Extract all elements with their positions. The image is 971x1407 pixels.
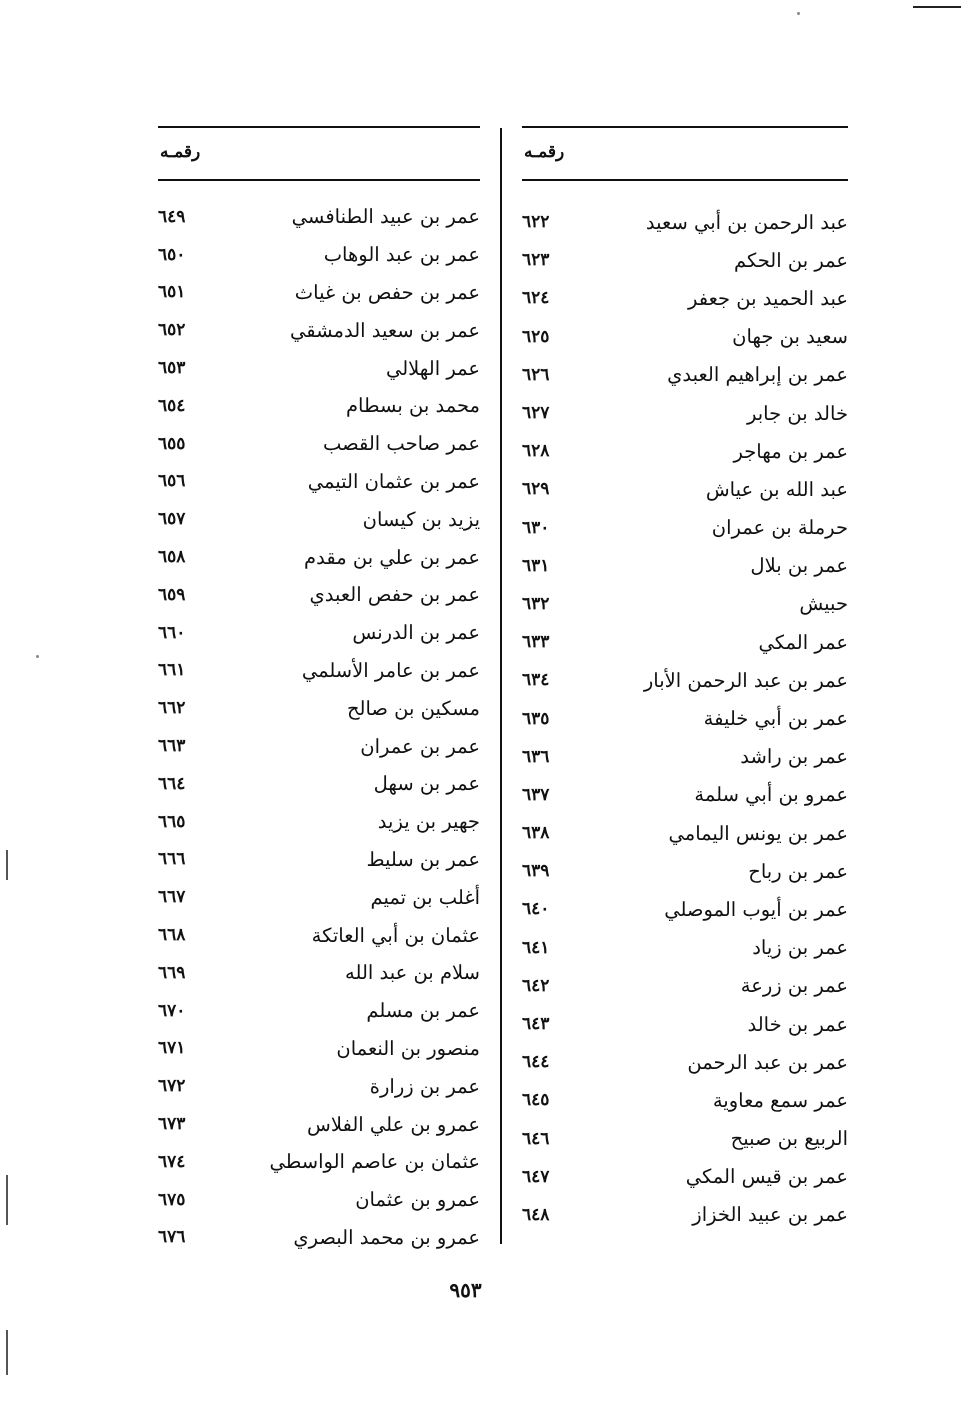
list-item [522, 929, 848, 967]
list-item [522, 1196, 848, 1234]
list-item [522, 279, 848, 317]
entry-name: سلام بن عبد الله [345, 961, 480, 985]
entry-number: ٦٦٨ [158, 925, 186, 946]
page-corner-mark [913, 6, 961, 8]
entry-number: ٦٤٠ [522, 899, 550, 920]
list-item [158, 803, 480, 841]
list-item [158, 1105, 480, 1143]
list-item [522, 661, 848, 699]
entry-name: عمر بن راشد [740, 745, 848, 769]
entry-number: ٦٥٥ [158, 433, 186, 454]
entry-name: عبد الرحمن بن أبي سعيد [645, 210, 848, 234]
entry-name: عمر المكي [758, 630, 848, 654]
list-item [522, 547, 848, 585]
entry-number: ٦٦٥ [158, 811, 186, 832]
entry-number: ٦٣٦ [522, 746, 550, 767]
entry-number: ٦٧٣ [158, 1114, 186, 1135]
list-item [522, 623, 848, 661]
entry-number: ٦٢٣ [522, 250, 550, 271]
list-item [522, 814, 848, 852]
entry-name: عمر بن مهاجر [733, 439, 848, 463]
entry-name: حبيش [799, 592, 848, 616]
list-item [158, 1067, 480, 1105]
entry-number: ٦٢٢ [522, 212, 550, 233]
list-item [158, 538, 480, 576]
entry-name: عمرو بن محمد البصري [293, 1225, 480, 1249]
list-item [158, 1030, 480, 1068]
entry-name: عبد الله بن عياش [705, 477, 848, 501]
list-item [522, 432, 848, 470]
entry-list [522, 203, 848, 1234]
left-column [158, 126, 480, 1276]
entry-number: ٦٤٣ [522, 1014, 550, 1035]
entry-name: عمرو بن علي الفلاس [307, 1112, 480, 1136]
entry-number: ٦٤٦ [522, 1128, 550, 1149]
entry-name: عمر سمع معاوية [712, 1088, 848, 1112]
entry-name: عمر صاحب القصب [322, 432, 480, 456]
column-header-rule [522, 179, 848, 181]
list-item [158, 576, 480, 614]
entry-name: عمر بن الدرنس [352, 621, 480, 645]
entry-number: ٦٣٥ [522, 708, 550, 729]
entry-name: حرملة بن عمران [711, 516, 848, 540]
entry-name: عمر بن أيوب الموصلي [664, 897, 848, 921]
scan-edge-mark [6, 1175, 8, 1225]
entry-number: ٦٦١ [158, 660, 186, 681]
entry-number: ٦٥٣ [158, 358, 186, 379]
column-header-number: رقمـه [524, 142, 565, 162]
entry-name: عمر الهلالي [385, 356, 480, 380]
list-item [522, 738, 848, 776]
entry-name: خالد بن جابر [746, 401, 848, 425]
entry-name: الربيع بن صبيح [730, 1127, 848, 1151]
entry-number: ٦٦٦ [158, 849, 186, 870]
column-top-rule [522, 126, 848, 128]
list-item [158, 992, 480, 1030]
entry-number: ٦٣١ [522, 555, 550, 576]
column-top-rule [158, 126, 480, 128]
entry-name: عمر بن بلال [750, 554, 848, 578]
column-header-rule [158, 179, 480, 181]
entry-list [158, 198, 480, 1256]
list-item [158, 198, 480, 236]
entry-name: منصور بن النعمان [336, 1036, 480, 1060]
entry-name: محمد بن بسطام [345, 394, 480, 418]
list-item [522, 967, 848, 1005]
entry-name: عمر بن علي بن مقدم [304, 545, 480, 569]
list-item [158, 614, 480, 652]
entry-number: ٦٧٥ [158, 1189, 186, 1210]
list-item [158, 689, 480, 727]
entry-number: ٦٤٥ [522, 1090, 550, 1111]
entry-name: يزيد بن كيسان [362, 507, 480, 531]
entry-name: عمر بن عبد الرحمن الأبار [643, 668, 848, 692]
entry-name: عمر بن سعيد الدمشقي [290, 318, 480, 342]
list-item [522, 1120, 848, 1158]
scan-edge-mark [6, 850, 8, 880]
entry-name: عمر بن عامر الأسلمي [301, 658, 480, 682]
entry-number: ٦٦٣ [158, 736, 186, 757]
entry-number: ٦٧٤ [158, 1151, 186, 1172]
entry-name: عمر بن مسلم [366, 999, 480, 1023]
column-header-number: رقمـه [160, 142, 201, 162]
entry-number: ٦٧١ [158, 1038, 186, 1059]
entry-number: ٦٢٤ [522, 288, 550, 309]
entry-name: عمر بن عبد الوهاب [323, 243, 480, 267]
list-item [158, 311, 480, 349]
list-item [158, 349, 480, 387]
list-item [158, 1181, 480, 1219]
list-item [522, 318, 848, 356]
list-item [522, 585, 848, 623]
entry-name: عثمان بن عاصم الواسطي [269, 1150, 480, 1174]
list-item [522, 1005, 848, 1043]
entry-name: مسكين بن صالح [346, 696, 480, 720]
entry-number: ٦٤٢ [522, 975, 550, 996]
entry-name: عمر بن سليط [366, 847, 480, 871]
entry-name: عمر بن الحكم [733, 248, 848, 272]
entry-number: ٦٢٧ [522, 403, 550, 424]
list-item [158, 916, 480, 954]
entry-number: ٦٦٩ [158, 962, 186, 983]
entry-name: سعيد بن جهان [732, 325, 848, 349]
list-item [158, 878, 480, 916]
entry-number: ٦٣٢ [522, 593, 550, 614]
list-item [158, 1219, 480, 1257]
column-divider [500, 128, 502, 1244]
entry-number: ٦٥٤ [158, 395, 186, 416]
entry-name: عمر بن عبد الرحمن [687, 1050, 848, 1074]
entry-name: عمرو بن أبي سلمة [694, 783, 848, 807]
entry-number: ٦٧٢ [158, 1076, 186, 1097]
entry-number: ٦٢٥ [522, 326, 550, 347]
list-item [158, 425, 480, 463]
entry-name: عمر بن زرارة [369, 1074, 480, 1098]
list-item [158, 1143, 480, 1181]
list-item [522, 509, 848, 547]
entry-name: عمر بن عثمان التيمي [307, 469, 480, 493]
entry-name: عمر بن حفص العبدي [309, 583, 480, 607]
list-item [522, 1043, 848, 1081]
entry-name: عمرو بن عثمان [355, 1188, 480, 1212]
list-item [522, 890, 848, 928]
list-item [158, 500, 480, 538]
list-item [522, 1158, 848, 1196]
scan-speck [36, 655, 39, 658]
page-number: ٩٥٣ [449, 1278, 482, 1302]
entry-name: عمر بن زياد [752, 936, 848, 960]
entry-number: ٦٥٨ [158, 547, 186, 568]
list-item [158, 236, 480, 274]
list-item [522, 852, 848, 890]
entry-number: ٦٥٧ [158, 509, 186, 530]
entry-number: ٦٣٧ [522, 784, 550, 805]
entry-name: عمر بن سهل [373, 772, 480, 796]
entry-name: عمر بن قيس المكي [685, 1165, 848, 1189]
entry-number: ٦٥٩ [158, 584, 186, 605]
entry-number: ٦٢٩ [522, 479, 550, 500]
list-item [158, 765, 480, 803]
entry-number: ٦٣٠ [522, 517, 550, 538]
entry-number: ٦٤٩ [158, 206, 186, 227]
list-item [158, 387, 480, 425]
list-item [158, 463, 480, 501]
list-item [522, 470, 848, 508]
entry-number: ٦٦٤ [158, 773, 186, 794]
entry-number: ٦٤٨ [522, 1204, 550, 1225]
entry-number: ٦٦٧ [158, 887, 186, 908]
entry-number: ٦٣٨ [522, 823, 550, 844]
entry-number: ٦٦٠ [158, 622, 186, 643]
entry-number: ٦٣٤ [522, 670, 550, 691]
entry-name: عمر بن عمران [360, 734, 480, 758]
entry-number: ٦٤٤ [522, 1052, 550, 1073]
entry-number: ٦٣٣ [522, 632, 550, 653]
entry-number: ٦٥٦ [158, 471, 186, 492]
list-item [158, 841, 480, 879]
entry-number: ٦٧٦ [158, 1227, 186, 1248]
entry-name: عبد الحميد بن جعفر [687, 286, 848, 310]
list-item [158, 727, 480, 765]
entry-name: عمر بن رباح [748, 859, 848, 883]
entry-name: عمر بن حفص بن غياث [294, 280, 480, 304]
entry-name: عمر بن أبي خليفة [703, 707, 848, 731]
list-item [522, 356, 848, 394]
entry-number: ٦٢٨ [522, 441, 550, 462]
scan-edge-mark [6, 1330, 8, 1375]
entry-number: ٦٥١ [158, 282, 186, 303]
list-item [158, 652, 480, 690]
right-column [522, 126, 848, 1276]
list-item [522, 1081, 848, 1119]
entry-name: عمر بن زرعة [740, 974, 848, 998]
entry-number: ٦٥٠ [158, 244, 186, 265]
list-item [522, 241, 848, 279]
list-item [522, 699, 848, 737]
entry-name: أغلب بن تميم [370, 885, 480, 909]
entry-number: ٦٦٢ [158, 698, 186, 719]
entry-number: ٦٥٢ [158, 320, 186, 341]
entry-name: عمر بن يونس اليمامي [668, 821, 848, 845]
list-item [522, 203, 848, 241]
list-item [158, 274, 480, 312]
entry-name: عمر بن عبيد الخزاز [692, 1203, 848, 1227]
entry-name: عمر بن خالد [747, 1012, 848, 1036]
entry-name: جهير بن يزيد [377, 810, 480, 834]
list-item [522, 776, 848, 814]
entry-number: ٦٤٧ [522, 1166, 550, 1187]
entry-name: عمر بن عبيد الطنافسي [291, 205, 480, 229]
entry-name: عثمان بن أبي العاتكة [311, 923, 480, 947]
list-item [158, 954, 480, 992]
entry-number: ٦٤١ [522, 937, 550, 958]
scan-speck [797, 12, 800, 15]
entry-number: ٦٧٠ [158, 1000, 186, 1021]
entry-name: عمر بن إبراهيم العبدي [667, 363, 848, 387]
list-item [522, 394, 848, 432]
entry-number: ٦٣٩ [522, 861, 550, 882]
entry-number: ٦٢٦ [522, 364, 550, 385]
